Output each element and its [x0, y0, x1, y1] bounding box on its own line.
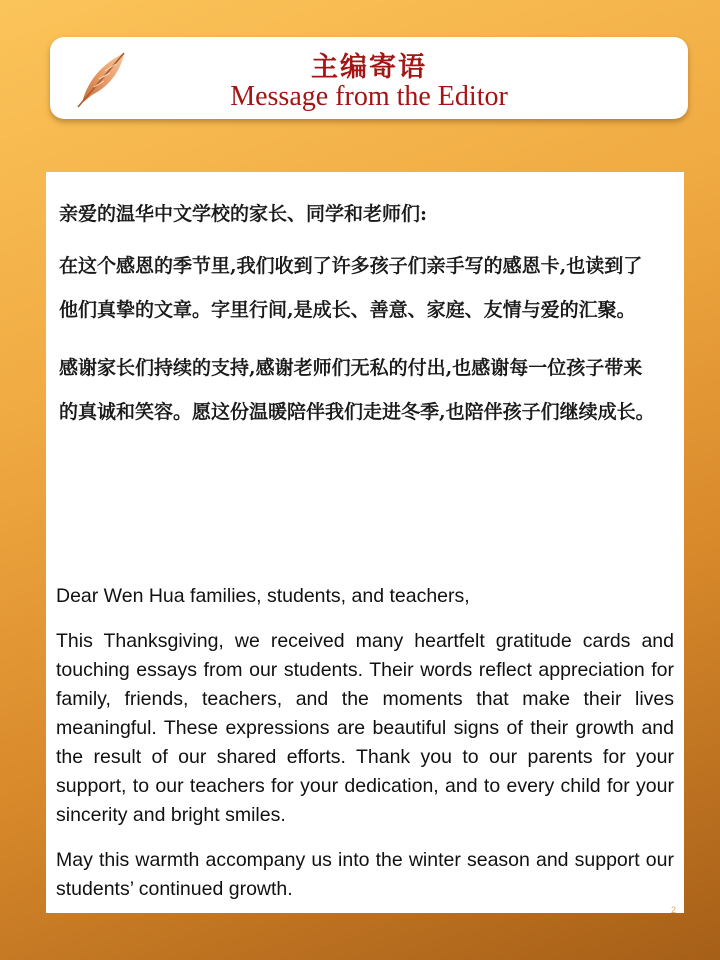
chinese-paragraph-1: 在这个感恩的季节里,我们收到了许多孩子们亲手写的感恩卡,也读到了他们真挚的文章。字里行间,是成长、善意、家庭、友情与爱的汇聚。	[59, 255, 643, 321]
chinese-paragraph-2: 感谢家长们持续的支持,感谢老师们无私的付出,也感谢每一位孩子带来的真诚和笑容。愿这份温暖陪伴我们走进冬季,也陪伴孩子们继续成长。	[59, 357, 655, 423]
english-paragraph-2: May this warmth accompany us into the winter season and support our students’ continued growth.	[56, 849, 674, 900]
english-message	[56, 582, 674, 920]
english-paragraph-1: This Thanksgiving, we received many heartfelt gratitude cards and touching essays from our students. Their words reflect appreciation for family, friends, teachers, and the moments that make their lives meaningful. These expressions are beautiful signs of their growth and the result of our shared efforts. Thank you to our parents for your support, to our teachers for your dedication, and to every child for your sincerity and bright smiles.	[56, 630, 674, 826]
title-chinese: 主编寄语	[311, 52, 427, 83]
english-salutation: Dear Wen Hua families, students, and teachers,	[56, 585, 470, 607]
chinese-message	[59, 192, 659, 448]
header-banner	[50, 37, 688, 119]
message-card	[46, 172, 684, 913]
page-number: 2	[670, 905, 676, 915]
chinese-salutation: 亲爱的温华中文学校的家长、同学和老师们:	[59, 203, 428, 225]
title-english: Message from the Editor	[230, 81, 508, 112]
